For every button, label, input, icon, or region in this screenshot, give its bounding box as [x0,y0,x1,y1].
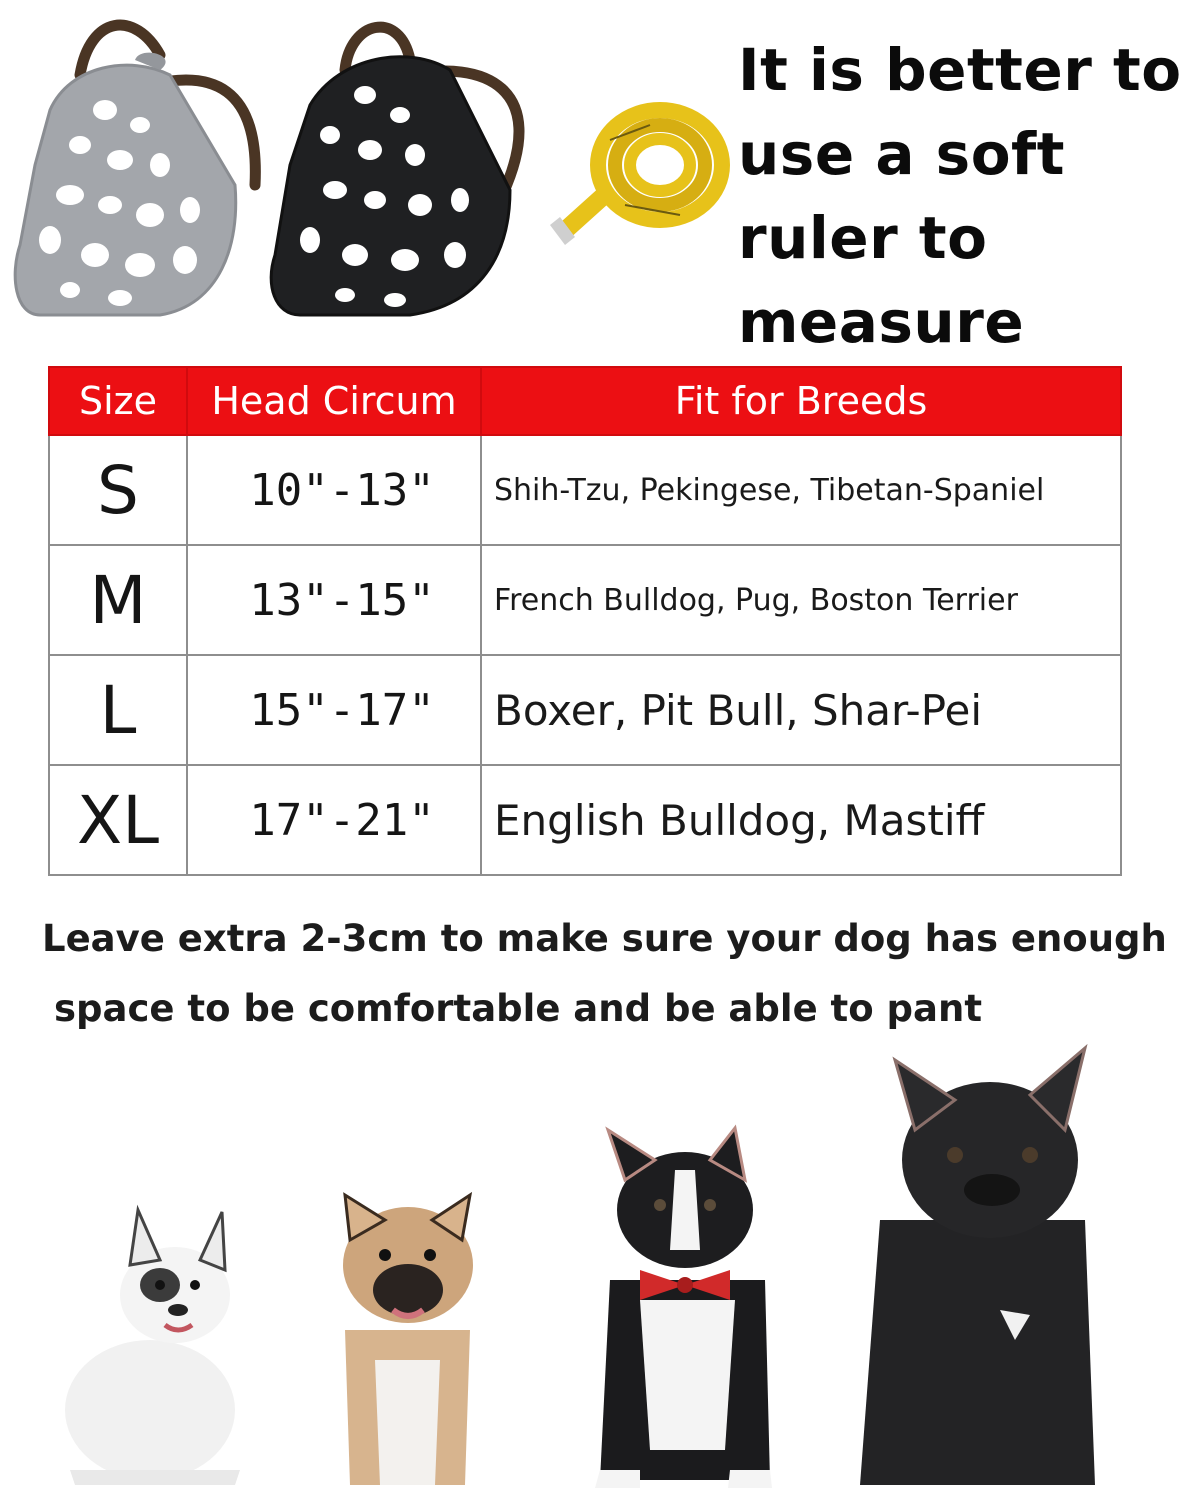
head-circum-value: 10"-13" [187,435,481,545]
table-row [49,545,1121,655]
header-fit-for-breeds: Fit for Breeds [481,367,1121,435]
breeds-value: French Bulldog, Pug, Boston Terrier [481,545,1121,655]
head-circum-value: 15"-17" [187,655,481,765]
table-row [49,765,1121,875]
fawn-french-bulldog-image [343,1195,473,1485]
black-white-french-bulldog-with-bow-image [595,1128,772,1488]
white-french-bulldog-image [65,1210,240,1485]
size-value: L [49,655,187,765]
size-value: M [49,545,187,655]
head-circum-value: 17"-21" [187,765,481,875]
gray-muzzle-image [15,25,255,315]
breeds-value: English Bulldog, Mastiff [481,765,1121,875]
note-line-2: space to be comfortable and be able to pant [54,987,983,1030]
tape-measure-image [540,95,730,255]
fit-note [42,904,1182,1044]
table-header-row [49,367,1121,435]
size-chart-table [48,366,1122,876]
breeds-value: Shih-Tzu, Pekingese, Tibetan-Spaniel [481,435,1121,545]
note-line-1: Leave extra 2-3cm to make sure your dog has enough [42,917,1167,960]
tip-line-3: ruler to [738,204,988,272]
tip-line-1: It is better to [738,36,1182,104]
tip-line-2: use a soft [738,120,1066,188]
table-row [49,435,1121,545]
measurement-tip [738,28,1188,364]
black-muzzle-image [271,27,519,315]
top-section [0,0,1200,356]
dogs-size-comparison-image [0,1030,1200,1500]
head-circum-value: 13"-15" [187,545,481,655]
header-head-circum: Head Circum [187,367,481,435]
tip-line-4: measure [738,288,1025,356]
size-value: S [49,435,187,545]
size-value: XL [49,765,187,875]
header-size: Size [49,367,187,435]
table-row [49,655,1121,765]
muzzle-product-images [10,15,530,335]
breeds-value: Boxer, Pit Bull, Shar-Pei [481,655,1121,765]
black-french-bulldog-image [860,1048,1095,1485]
